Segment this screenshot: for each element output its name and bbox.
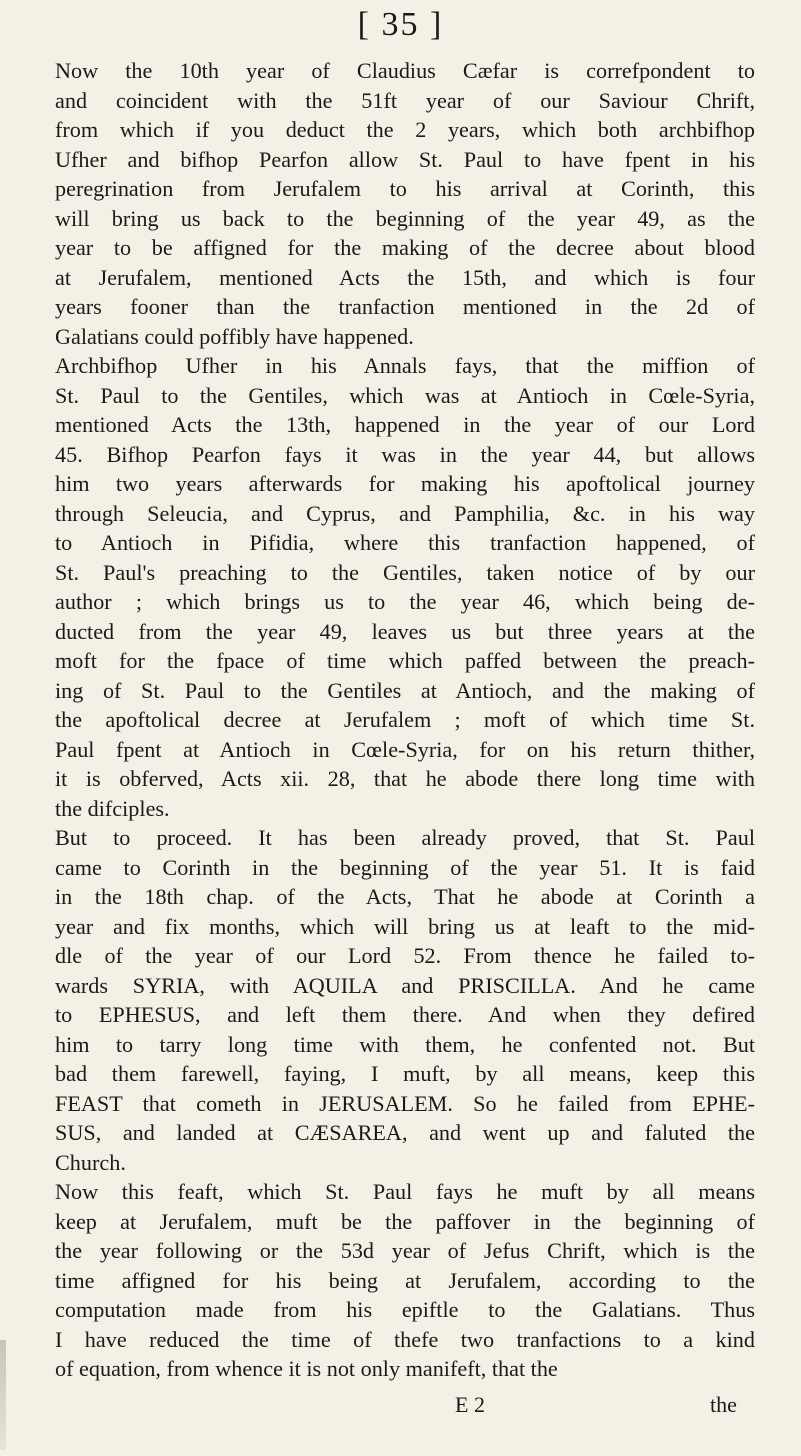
text-line: the apoftolical decree at Jerufalem ; moft of which time St.: [55, 707, 755, 732]
text-line: him to tarry long time with them, he confented not. But: [55, 1031, 755, 1057]
text-line: years fooner than the tranfaction mentioned in the 2d of: [55, 294, 755, 319]
text-line: mentioned Acts the 13th, happened in the year of our Lord: [55, 412, 755, 437]
text-line: Archbifhop Ufher in his Annals fays, that the miffion of: [55, 353, 755, 378]
text-line: St. Paul to the Gentiles, which was at Antioch in Cœle-Syria,: [55, 382, 755, 408]
page-edge-shadow: [0, 1340, 6, 1450]
text-line: author ; which brings us to the year 46, which being de-: [55, 589, 755, 614]
text-line: Now the 10th year of Claudius Cæfar is correfpondent to: [55, 58, 755, 83]
text-line: ing of St. Paul to the Gentiles at Antioch, and the making of: [55, 677, 755, 703]
text-line: of equation, from whence it is not only manifeft, that the: [55, 1356, 558, 1381]
text-line: I have reduced the time of thefe two tranfactions to a kind: [55, 1326, 755, 1352]
text-line: FEAST that cometh in JERUSALEM. So he failed from EPHE-: [55, 1090, 755, 1116]
text-line: at Jerufalem, mentioned Acts the 15th, and which is four: [55, 264, 755, 290]
text-line: SUS, and landed at CÆSAREA, and went up and faluted the: [55, 1120, 755, 1145]
text-line: came to Corinth in the beginning of the year 51. It is faid: [55, 854, 755, 880]
text-line: computation made from his epiftle to the Galatians. Thus: [55, 1297, 755, 1322]
text-line: it is obferved, Acts xii. 28, that he abode there long time with: [55, 766, 755, 791]
text-line: the year following or the 53d year of Jefus Chrift, which is the: [55, 1238, 755, 1263]
text-line: peregrination from Jerufalem to his arrival at Corinth, this: [55, 176, 755, 201]
text-line: ducted from the year 49, leaves us but three years at the: [55, 618, 755, 644]
text-line: Church.: [55, 1149, 126, 1175]
text-line: moft for the fpace of time which paffed between the preach-: [55, 648, 755, 673]
page-number: [ 35 ]: [357, 6, 444, 43]
text-line: bad them farewell, faying, I muft, by all means, keep this: [55, 1061, 755, 1086]
text-line: Now this feaft, which St. Paul fays he muft by all means: [55, 1179, 755, 1204]
text-line: St. Paul's preaching to the Gentiles, taken notice of by our: [55, 559, 755, 585]
text-line: year and fix months, which will bring us at leaft to the mid-: [55, 913, 755, 939]
text-line: through Seleucia, and Cyprus, and Pamphilia, &c. in his way: [55, 500, 755, 526]
text-line: wards SYRIA, with AQUILA and PRISCILLA. And he came: [55, 972, 755, 998]
text-line: will bring us back to the beginning of the year 49, as the: [55, 205, 755, 231]
text-line: keep at Jerufalem, muft be the paffover in the beginning of: [55, 1208, 755, 1234]
catchword: the: [710, 1392, 737, 1417]
text-line: 45. Bifhop Pearfon fays it was in the year 44, but allows: [55, 441, 755, 467]
text-line: the difciples.: [55, 795, 170, 821]
text-line: dle of the year of our Lord 52. From thence he failed to-: [55, 943, 755, 968]
signature-mark: E 2: [455, 1392, 485, 1417]
text-line: in the 18th chap. of the Acts, That he abode at Corinth a: [55, 884, 755, 909]
text-line: from which if you deduct the 2 years, which both archbifhop: [55, 117, 755, 142]
text-line: time affigned for his being at Jerufalem, according to the: [55, 1267, 755, 1293]
text-line: him two years afterwards for making his apoftolical journey: [55, 471, 755, 496]
text-line: year to be affigned for the making of the decree about blood: [55, 235, 755, 260]
text-line: Paul fpent at Antioch in Cœle-Syria, for on his return thither,: [55, 736, 755, 762]
text-line: to Antioch in Pifidia, where this tranfaction happened, of: [55, 530, 755, 555]
text-line: But to proceed. It has been already proved, that St. Paul: [55, 825, 755, 850]
text-line: to EPHESUS, and left them there. And when they defired: [55, 1002, 755, 1027]
body-text: [55, 56, 755, 1384]
text-line: and coincident with the 51ft year of our Saviour Chrift,: [55, 87, 755, 113]
text-line: Ufher and bifhop Pearfon allow St. Paul to have fpent in his: [55, 146, 755, 172]
text-line: Galatians could poffibly have happened.: [55, 323, 414, 349]
